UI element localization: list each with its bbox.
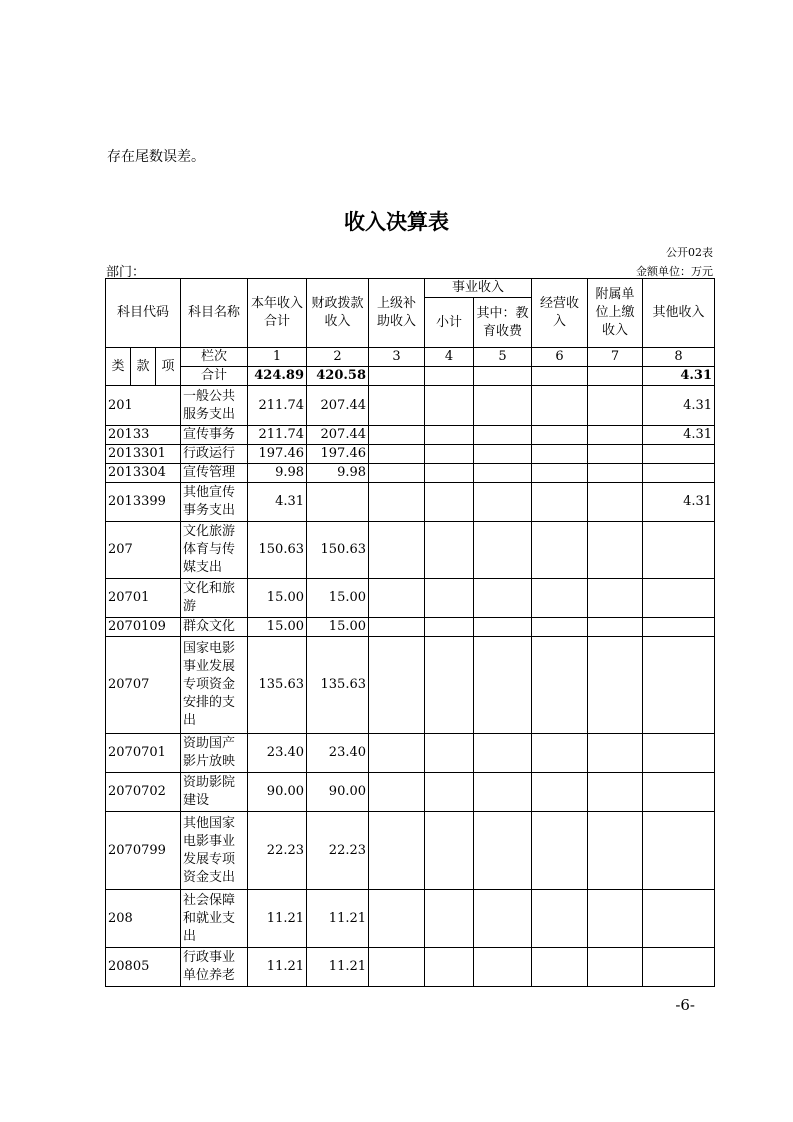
subject-name: 国家电影事业发展专项资金安排的支出 — [181, 637, 248, 734]
form-code: 公开02表 — [666, 246, 713, 259]
cell-value: 4.31 — [248, 483, 307, 522]
header-operating-income: 经营收入 — [532, 279, 588, 348]
cell-value — [643, 445, 715, 464]
subject-code: 2013399 — [106, 483, 181, 522]
cell-value — [425, 386, 474, 426]
cell-value: 150.63 — [248, 522, 307, 579]
col-num: 8 — [643, 348, 715, 367]
cell-value — [532, 618, 588, 637]
table-row — [106, 426, 715, 445]
cell-value — [532, 445, 588, 464]
cell-value: 211.74 — [248, 426, 307, 445]
cell-value — [425, 812, 474, 890]
cell-value: 11.21 — [248, 948, 307, 987]
cell-value — [643, 464, 715, 483]
cell-value: 23.40 — [248, 734, 307, 773]
cell-value — [532, 948, 588, 987]
cell-value: 211.74 — [248, 386, 307, 426]
cell-value — [532, 890, 588, 948]
subject-name: 文化和旅游 — [181, 579, 248, 618]
col-num: 4 — [425, 348, 474, 367]
subject-name: 群众文化 — [181, 618, 248, 637]
income-table — [105, 278, 715, 987]
cell-value: 207.44 — [307, 426, 369, 445]
cell-value — [425, 464, 474, 483]
subject-name: 文化旅游体育与传媒支出 — [181, 522, 248, 579]
cell-value — [369, 386, 425, 426]
header-superior-subsidy: 上级补助收入 — [369, 279, 425, 348]
cell-value — [425, 773, 474, 812]
cell-value — [588, 579, 643, 618]
subject-code: 2070799 — [106, 812, 181, 890]
header-subject-name: 科目名称 — [181, 279, 248, 348]
cell-value — [588, 483, 643, 522]
cell-value — [425, 618, 474, 637]
cell-value — [643, 773, 715, 812]
table-row — [106, 522, 715, 579]
subject-code: 208 — [106, 890, 181, 948]
header-fiscal-appropriation: 财政拨款收入 — [307, 279, 369, 348]
subject-name: 其他宣传事务支出 — [181, 483, 248, 522]
table-row — [106, 812, 715, 890]
cell-value — [532, 464, 588, 483]
cell-value — [474, 426, 532, 445]
header-business-income: 事业收入 — [425, 279, 532, 298]
subject-code: 2070109 — [106, 618, 181, 637]
cell-value — [369, 579, 425, 618]
cell-value — [369, 890, 425, 948]
cell-value — [532, 734, 588, 773]
cell-value — [643, 734, 715, 773]
cell-value — [588, 734, 643, 773]
cell-value — [643, 579, 715, 618]
cell-value: 197.46 — [248, 445, 307, 464]
cell-value — [588, 812, 643, 890]
cell-value: 11.21 — [307, 890, 369, 948]
subject-name: 行政事业单位养老 — [181, 948, 248, 987]
cell-value — [369, 426, 425, 445]
cell-value — [474, 773, 532, 812]
cell-value — [369, 522, 425, 579]
col-num: 3 — [369, 348, 425, 367]
cell-value — [425, 579, 474, 618]
header-xiang: 项 — [156, 348, 181, 386]
cell-value: 4.31 — [643, 386, 715, 426]
subject-code: 20805 — [106, 948, 181, 987]
cell-value — [307, 483, 369, 522]
cell-value — [474, 464, 532, 483]
cell-value — [643, 618, 715, 637]
cell-value — [369, 445, 425, 464]
cell-value: 9.98 — [248, 464, 307, 483]
cell-value — [643, 522, 715, 579]
cell-value — [425, 483, 474, 522]
cell-value — [532, 773, 588, 812]
total-value: 424.89 — [248, 367, 307, 386]
header-affiliated-turnover: 附属单位上缴收入 — [588, 279, 643, 348]
cell-value: 197.46 — [307, 445, 369, 464]
subject-code: 2070702 — [106, 773, 181, 812]
cell-value — [532, 522, 588, 579]
cell-value — [588, 386, 643, 426]
cell-value — [425, 637, 474, 734]
cell-value — [425, 890, 474, 948]
cell-value — [474, 812, 532, 890]
cell-value — [474, 948, 532, 987]
subject-name: 社会保障和就业支出 — [181, 890, 248, 948]
cell-value: 9.98 — [307, 464, 369, 483]
col-num: 7 — [588, 348, 643, 367]
cell-value: 135.63 — [307, 637, 369, 734]
header-other-income: 其他收入 — [643, 279, 715, 348]
cell-value — [369, 734, 425, 773]
header-kuan: 款 — [131, 348, 156, 386]
cell-value — [369, 618, 425, 637]
subject-name: 资助影院建设 — [181, 773, 248, 812]
subject-code: 20133 — [106, 426, 181, 445]
cell-value — [532, 812, 588, 890]
cell-value — [643, 812, 715, 890]
subject-code: 20701 — [106, 579, 181, 618]
subject-code: 201 — [106, 386, 181, 426]
cell-value — [474, 445, 532, 464]
table-row — [106, 386, 715, 426]
table-row — [106, 734, 715, 773]
cell-value — [474, 522, 532, 579]
subject-code: 2013304 — [106, 464, 181, 483]
total-row — [106, 367, 715, 386]
cell-value — [532, 483, 588, 522]
table-row — [106, 579, 715, 618]
cell-value — [588, 618, 643, 637]
subject-name: 宣传事务 — [181, 426, 248, 445]
cell-value — [532, 637, 588, 734]
cell-value — [588, 445, 643, 464]
col-num: 2 — [307, 348, 369, 367]
table-row — [106, 618, 715, 637]
cell-value — [474, 734, 532, 773]
col-num: 5 — [474, 348, 532, 367]
cell-value — [643, 948, 715, 987]
subject-name: 行政运行 — [181, 445, 248, 464]
table-row — [106, 948, 715, 987]
total-value — [369, 367, 425, 386]
cell-value — [474, 386, 532, 426]
cell-value — [425, 948, 474, 987]
cell-value: 90.00 — [307, 773, 369, 812]
cell-value: 4.31 — [643, 426, 715, 445]
cell-value: 22.23 — [307, 812, 369, 890]
cell-value — [474, 637, 532, 734]
subject-name: 一般公共服务支出 — [181, 386, 248, 426]
col-num: 6 — [532, 348, 588, 367]
cell-value — [425, 445, 474, 464]
cell-value — [588, 890, 643, 948]
total-value — [588, 367, 643, 386]
cell-value: 22.23 — [248, 812, 307, 890]
header-annual-income-total: 本年收入合计 — [248, 279, 307, 348]
cell-value: 135.63 — [248, 637, 307, 734]
cell-value — [369, 483, 425, 522]
cell-value — [474, 483, 532, 522]
cell-value: 15.00 — [248, 618, 307, 637]
subject-name: 资助国产影片放映 — [181, 734, 248, 773]
cell-value — [425, 734, 474, 773]
cell-value — [474, 579, 532, 618]
cell-value — [369, 637, 425, 734]
cell-value: 150.63 — [307, 522, 369, 579]
cell-value — [588, 464, 643, 483]
cell-value — [369, 464, 425, 483]
cell-value — [369, 948, 425, 987]
page-number: -6- — [675, 996, 695, 1014]
unit-label: 金额单位：万元 — [636, 265, 713, 278]
cell-value: 15.00 — [307, 579, 369, 618]
cell-value — [369, 812, 425, 890]
cell-value: 11.21 — [248, 890, 307, 948]
cell-value — [425, 522, 474, 579]
subject-name: 宣传管理 — [181, 464, 248, 483]
cell-value — [425, 426, 474, 445]
cell-value — [588, 426, 643, 445]
cell-value — [532, 386, 588, 426]
cell-value: 23.40 — [307, 734, 369, 773]
cell-value: 15.00 — [307, 618, 369, 637]
cell-value — [532, 579, 588, 618]
table-row — [106, 445, 715, 464]
cell-value: 4.31 — [643, 483, 715, 522]
header-subject-code: 科目代码 — [106, 279, 181, 348]
subject-code: 20707 — [106, 637, 181, 734]
cell-value — [532, 426, 588, 445]
cell-value: 90.00 — [248, 773, 307, 812]
table-row — [106, 483, 715, 522]
cell-value — [643, 637, 715, 734]
subject-name: 其他国家电影事业发展专项资金支出 — [181, 812, 248, 890]
header-education-fee: 其中：教育收费 — [474, 298, 532, 348]
header-column-index: 栏次 — [181, 348, 248, 367]
col-num: 1 — [248, 348, 307, 367]
cell-value: 15.00 — [248, 579, 307, 618]
department-label: 部门： — [106, 265, 146, 280]
note-text: 存在尾数误差。 — [107, 149, 205, 165]
table-row — [106, 637, 715, 734]
table-row — [106, 464, 715, 483]
cell-value — [474, 618, 532, 637]
total-value: 420.58 — [307, 367, 369, 386]
table-row — [106, 773, 715, 812]
page-title: 收入决算表 — [344, 210, 449, 234]
cell-value — [588, 637, 643, 734]
table-row — [106, 890, 715, 948]
total-value — [425, 367, 474, 386]
header-subtotal: 小计 — [425, 298, 474, 348]
cell-value: 11.21 — [307, 948, 369, 987]
total-value: 4.31 — [643, 367, 715, 386]
cell-value — [474, 890, 532, 948]
cell-value — [588, 522, 643, 579]
total-value — [474, 367, 532, 386]
total-value — [532, 367, 588, 386]
total-label: 合计 — [181, 367, 248, 386]
subject-code: 2013301 — [106, 445, 181, 464]
cell-value — [588, 948, 643, 987]
header-lei: 类 — [106, 348, 131, 386]
subject-code: 207 — [106, 522, 181, 579]
cell-value — [643, 890, 715, 948]
cell-value — [588, 773, 643, 812]
cell-value: 207.44 — [307, 386, 369, 426]
subject-code: 2070701 — [106, 734, 181, 773]
cell-value — [369, 773, 425, 812]
